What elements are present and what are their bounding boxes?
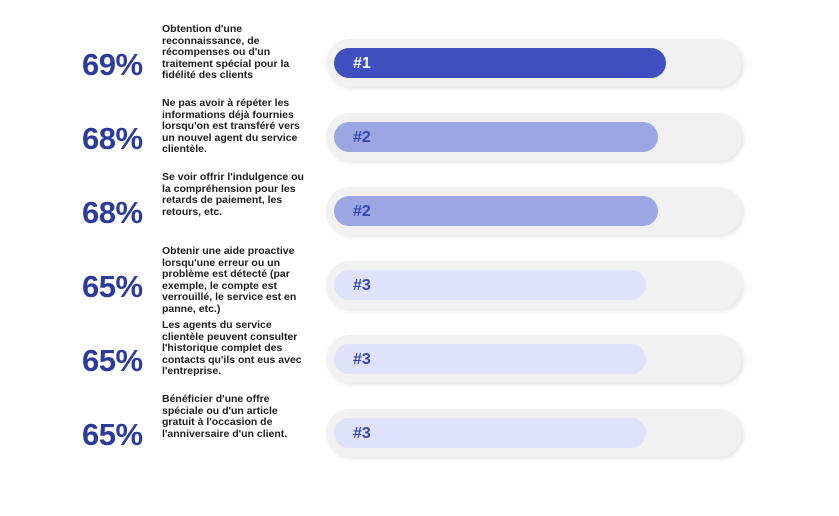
- bar: [334, 344, 646, 374]
- bar: [334, 122, 658, 152]
- category-label: Obtention d'une reconnaissance, de récompenses ou d'un traitement spécial pour la fidélité des clients: [162, 23, 290, 81]
- category-label: Bénéficier d'une offre spéciale ou d'un article gratuit à l'occasion de l'anniversaire d'un client.: [162, 393, 288, 440]
- bar: [334, 418, 646, 448]
- bar: [334, 48, 666, 78]
- rank-label: #2: [353, 203, 371, 220]
- bar-track: [326, 261, 742, 309]
- bar-track: [326, 409, 742, 457]
- chart-row: [0, 97, 839, 177]
- bar-track: [326, 335, 742, 383]
- percentage-label: 65%: [82, 269, 143, 304]
- percentage-label: 69%: [82, 47, 143, 82]
- bar: [334, 270, 646, 300]
- chart-row: [0, 171, 839, 251]
- category-label: Obtenir une aide proactive lorsqu'une erreur ou un problème est détecté (par exemple, le compte est verrouillé, le service est en panne, etc.): [162, 245, 297, 315]
- chart-row: [0, 245, 839, 325]
- percentage-label: 68%: [82, 195, 143, 230]
- category-label: Les agents du service clientèle peuvent consulter l'historique complet des contacts qu'ils ont eus avec l'entreprise.: [162, 319, 302, 377]
- rank-label: #2: [353, 129, 371, 146]
- rank-label: #3: [353, 351, 371, 368]
- rank-label: #1: [353, 55, 371, 72]
- chart-row: [0, 393, 839, 473]
- chart-row: [0, 319, 839, 399]
- percentage-label: 68%: [82, 121, 143, 156]
- rank-label: #3: [353, 425, 371, 442]
- bar-track: [326, 39, 742, 87]
- bar-track: [326, 113, 742, 161]
- chart-row: [0, 23, 839, 103]
- category-label: Se voir offrir l'indulgence ou la compréhension pour les retards de paiement, les retours, etc.: [162, 171, 304, 218]
- category-label: Ne pas avoir à répéter les informations déjà fournies lorsqu'on est transféré vers un nouvel agent du service clientèle.: [162, 97, 300, 155]
- rank-label: #3: [353, 277, 371, 294]
- bar-track: [326, 187, 742, 235]
- percentage-label: 65%: [82, 343, 143, 378]
- bar: [334, 196, 658, 226]
- percentage-label: 65%: [82, 417, 143, 452]
